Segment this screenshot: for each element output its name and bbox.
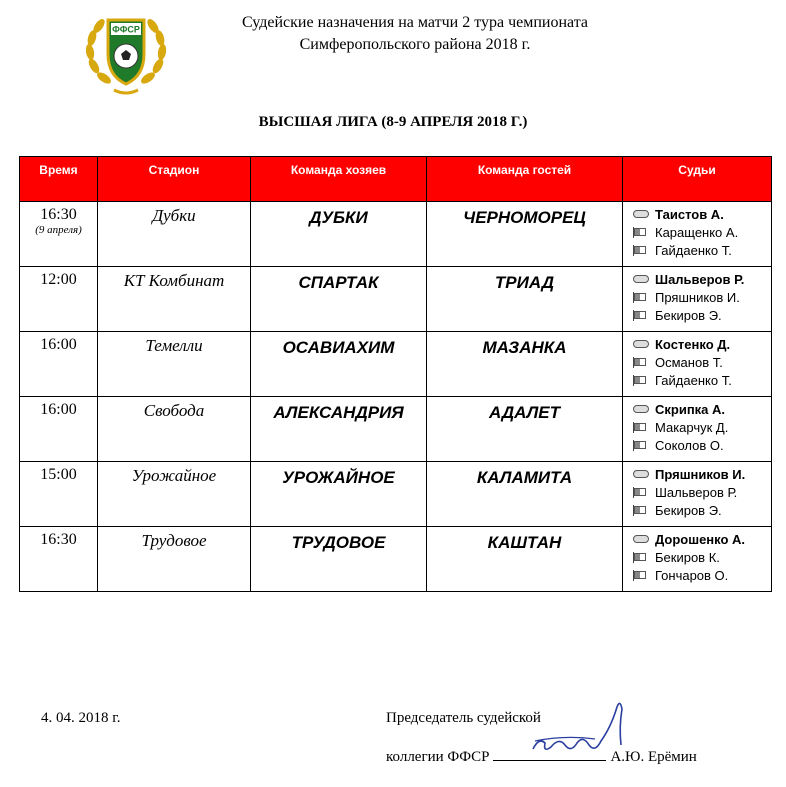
- header-referees: Судьи: [623, 157, 772, 202]
- table-row: [20, 267, 772, 332]
- footer-date: 4. 04. 2018 г.: [41, 710, 121, 726]
- header-home-team: Команда хозяев: [251, 157, 427, 202]
- referee-entry: [633, 400, 771, 418]
- assistant-name: Шальверов Р.: [655, 484, 738, 500]
- match-time-cell: [20, 202, 98, 267]
- away-team-cell: ЧЕРНОМОРЕЦ: [427, 202, 623, 267]
- match-time: 16:00: [40, 336, 77, 353]
- flag-icon: [633, 422, 655, 433]
- flag-icon: [633, 245, 655, 256]
- referee-name: Скрипка А.: [655, 401, 726, 417]
- whistle-icon: [633, 535, 655, 543]
- assistant-name: Гайдаенко Т.: [655, 372, 732, 388]
- header-away-team: Команда гостей: [427, 157, 623, 202]
- flag-icon: [633, 357, 655, 368]
- referees-cell: [623, 202, 772, 267]
- flag-icon: [633, 375, 655, 386]
- flag-icon: [633, 227, 655, 238]
- flag-icon: [633, 570, 655, 581]
- flag-icon: [633, 292, 655, 303]
- assistant-name: Каращенко А.: [655, 224, 739, 240]
- assistant-entry: [633, 306, 771, 324]
- match-time-cell: [20, 527, 98, 592]
- assistant-entry: [633, 483, 771, 501]
- table-header-row: [20, 157, 772, 202]
- table-row: [20, 462, 772, 527]
- schedule-table: [19, 156, 772, 592]
- assistant-entry: [633, 548, 771, 566]
- referees-cell: [623, 527, 772, 592]
- match-time-cell: [20, 332, 98, 397]
- match-time: 15:00: [40, 466, 77, 483]
- whistle-icon: [633, 405, 655, 413]
- assistant-entry: [633, 566, 771, 584]
- away-team-cell: МАЗАНКА: [427, 332, 623, 397]
- assistant-name: Бекиров Э.: [655, 502, 722, 518]
- ffsr-logo: [80, 4, 172, 96]
- referee-name: Пряшников И.: [655, 466, 746, 482]
- league-title: ВЫСШАЯ ЛИГА (8-9 АПРЕЛЯ 2018 Г.): [258, 114, 528, 130]
- whistle-icon: [633, 275, 655, 283]
- home-team-cell: ТРУДОВОЕ: [251, 527, 427, 592]
- match-time-cell: [20, 267, 98, 332]
- signature-title-line-2-text: коллегии ФФСР: [386, 749, 490, 765]
- referee-entry: [633, 465, 771, 483]
- table-row: [20, 332, 772, 397]
- referee-name: Костенко Д.: [655, 336, 731, 352]
- signature-title-line-1: Председатель судейской: [386, 710, 541, 726]
- stadium-cell: Трудовое: [98, 527, 251, 592]
- whistle-icon: [633, 340, 655, 348]
- assistant-entry: [633, 223, 771, 241]
- assistant-entry: [633, 501, 771, 519]
- header-time: Время: [20, 157, 98, 202]
- referee-name: Таистов А.: [655, 206, 724, 222]
- match-time-cell: [20, 397, 98, 462]
- signer-name: А.Ю. Ерёмин: [610, 749, 697, 765]
- assistant-name: Пряшников И.: [655, 289, 740, 305]
- assistant-name: Соколов О.: [655, 437, 724, 453]
- home-team-cell: УРОЖАЙНОЕ: [251, 462, 427, 527]
- whistle-icon: [633, 210, 655, 218]
- home-team-cell: ДУБКИ: [251, 202, 427, 267]
- assistant-entry: [633, 371, 771, 389]
- match-time-cell: [20, 462, 98, 527]
- referees-cell: [623, 462, 772, 527]
- away-team-cell: АДАЛЕТ: [427, 397, 623, 462]
- away-team-cell: КАШТАН: [427, 527, 623, 592]
- match-time: 16:00: [40, 401, 77, 418]
- header-stadium: Стадион: [98, 157, 251, 202]
- assistant-entry: [633, 436, 771, 454]
- flag-icon: [633, 310, 655, 321]
- stadium-cell: Свобода: [98, 397, 251, 462]
- match-date-note: (9 апреля): [35, 224, 82, 236]
- stadium-cell: Дубки: [98, 202, 251, 267]
- title-line-2: Симферопольского района 2018 г.: [299, 36, 531, 53]
- assistant-name: Гайдаенко Т.: [655, 242, 732, 258]
- assistant-name: Макарчук Д.: [655, 419, 729, 435]
- flag-icon: [633, 552, 655, 563]
- assistant-name: Османов Т.: [655, 354, 723, 370]
- referee-entry: [633, 270, 771, 288]
- assistant-name: Бекиров Э.: [655, 307, 722, 323]
- assistant-entry: [633, 353, 771, 371]
- home-team-cell: СПАРТАК: [251, 267, 427, 332]
- stadium-cell: Урожайное: [98, 462, 251, 527]
- away-team-cell: ТРИАД: [427, 267, 623, 332]
- title-line-1: Судейские назначения на матчи 2 тура чемпионата: [241, 14, 589, 31]
- match-time: 12:00: [40, 271, 77, 288]
- referee-entry: [633, 205, 771, 223]
- flag-icon: [633, 487, 655, 498]
- assistant-name: Бекиров К.: [655, 549, 720, 565]
- assistant-entry: [633, 418, 771, 436]
- referee-name: Дорошенко А.: [655, 531, 746, 547]
- referee-entry: [633, 335, 771, 353]
- table-row: [20, 397, 772, 462]
- home-team-cell: ОСАВИАХИМ: [251, 332, 427, 397]
- assistant-entry: [633, 288, 771, 306]
- document-title: [180, 12, 650, 56]
- referee-entry: [633, 530, 771, 548]
- match-time: 16:30: [40, 531, 77, 548]
- away-team-cell: КАЛАМИТА: [427, 462, 623, 527]
- table-row: [20, 527, 772, 592]
- referees-cell: [623, 267, 772, 332]
- stadium-cell: КТ Комбинат: [98, 267, 251, 332]
- flag-icon: [633, 505, 655, 516]
- match-time: 16:30: [40, 206, 77, 223]
- referees-cell: [623, 397, 772, 462]
- referees-cell: [623, 332, 772, 397]
- home-team-cell: АЛЕКСАНДРИЯ: [251, 397, 427, 462]
- svg-text:ФФСР: ФФСР: [112, 24, 140, 35]
- handwritten-signature: [525, 697, 645, 767]
- assistant-name: Гончаров О.: [655, 567, 729, 583]
- referee-name: Шальверов Р.: [655, 271, 745, 287]
- table-row: [20, 202, 772, 267]
- assistant-entry: [633, 241, 771, 259]
- whistle-icon: [633, 470, 655, 478]
- stadium-cell: Темелли: [98, 332, 251, 397]
- flag-icon: [633, 440, 655, 451]
